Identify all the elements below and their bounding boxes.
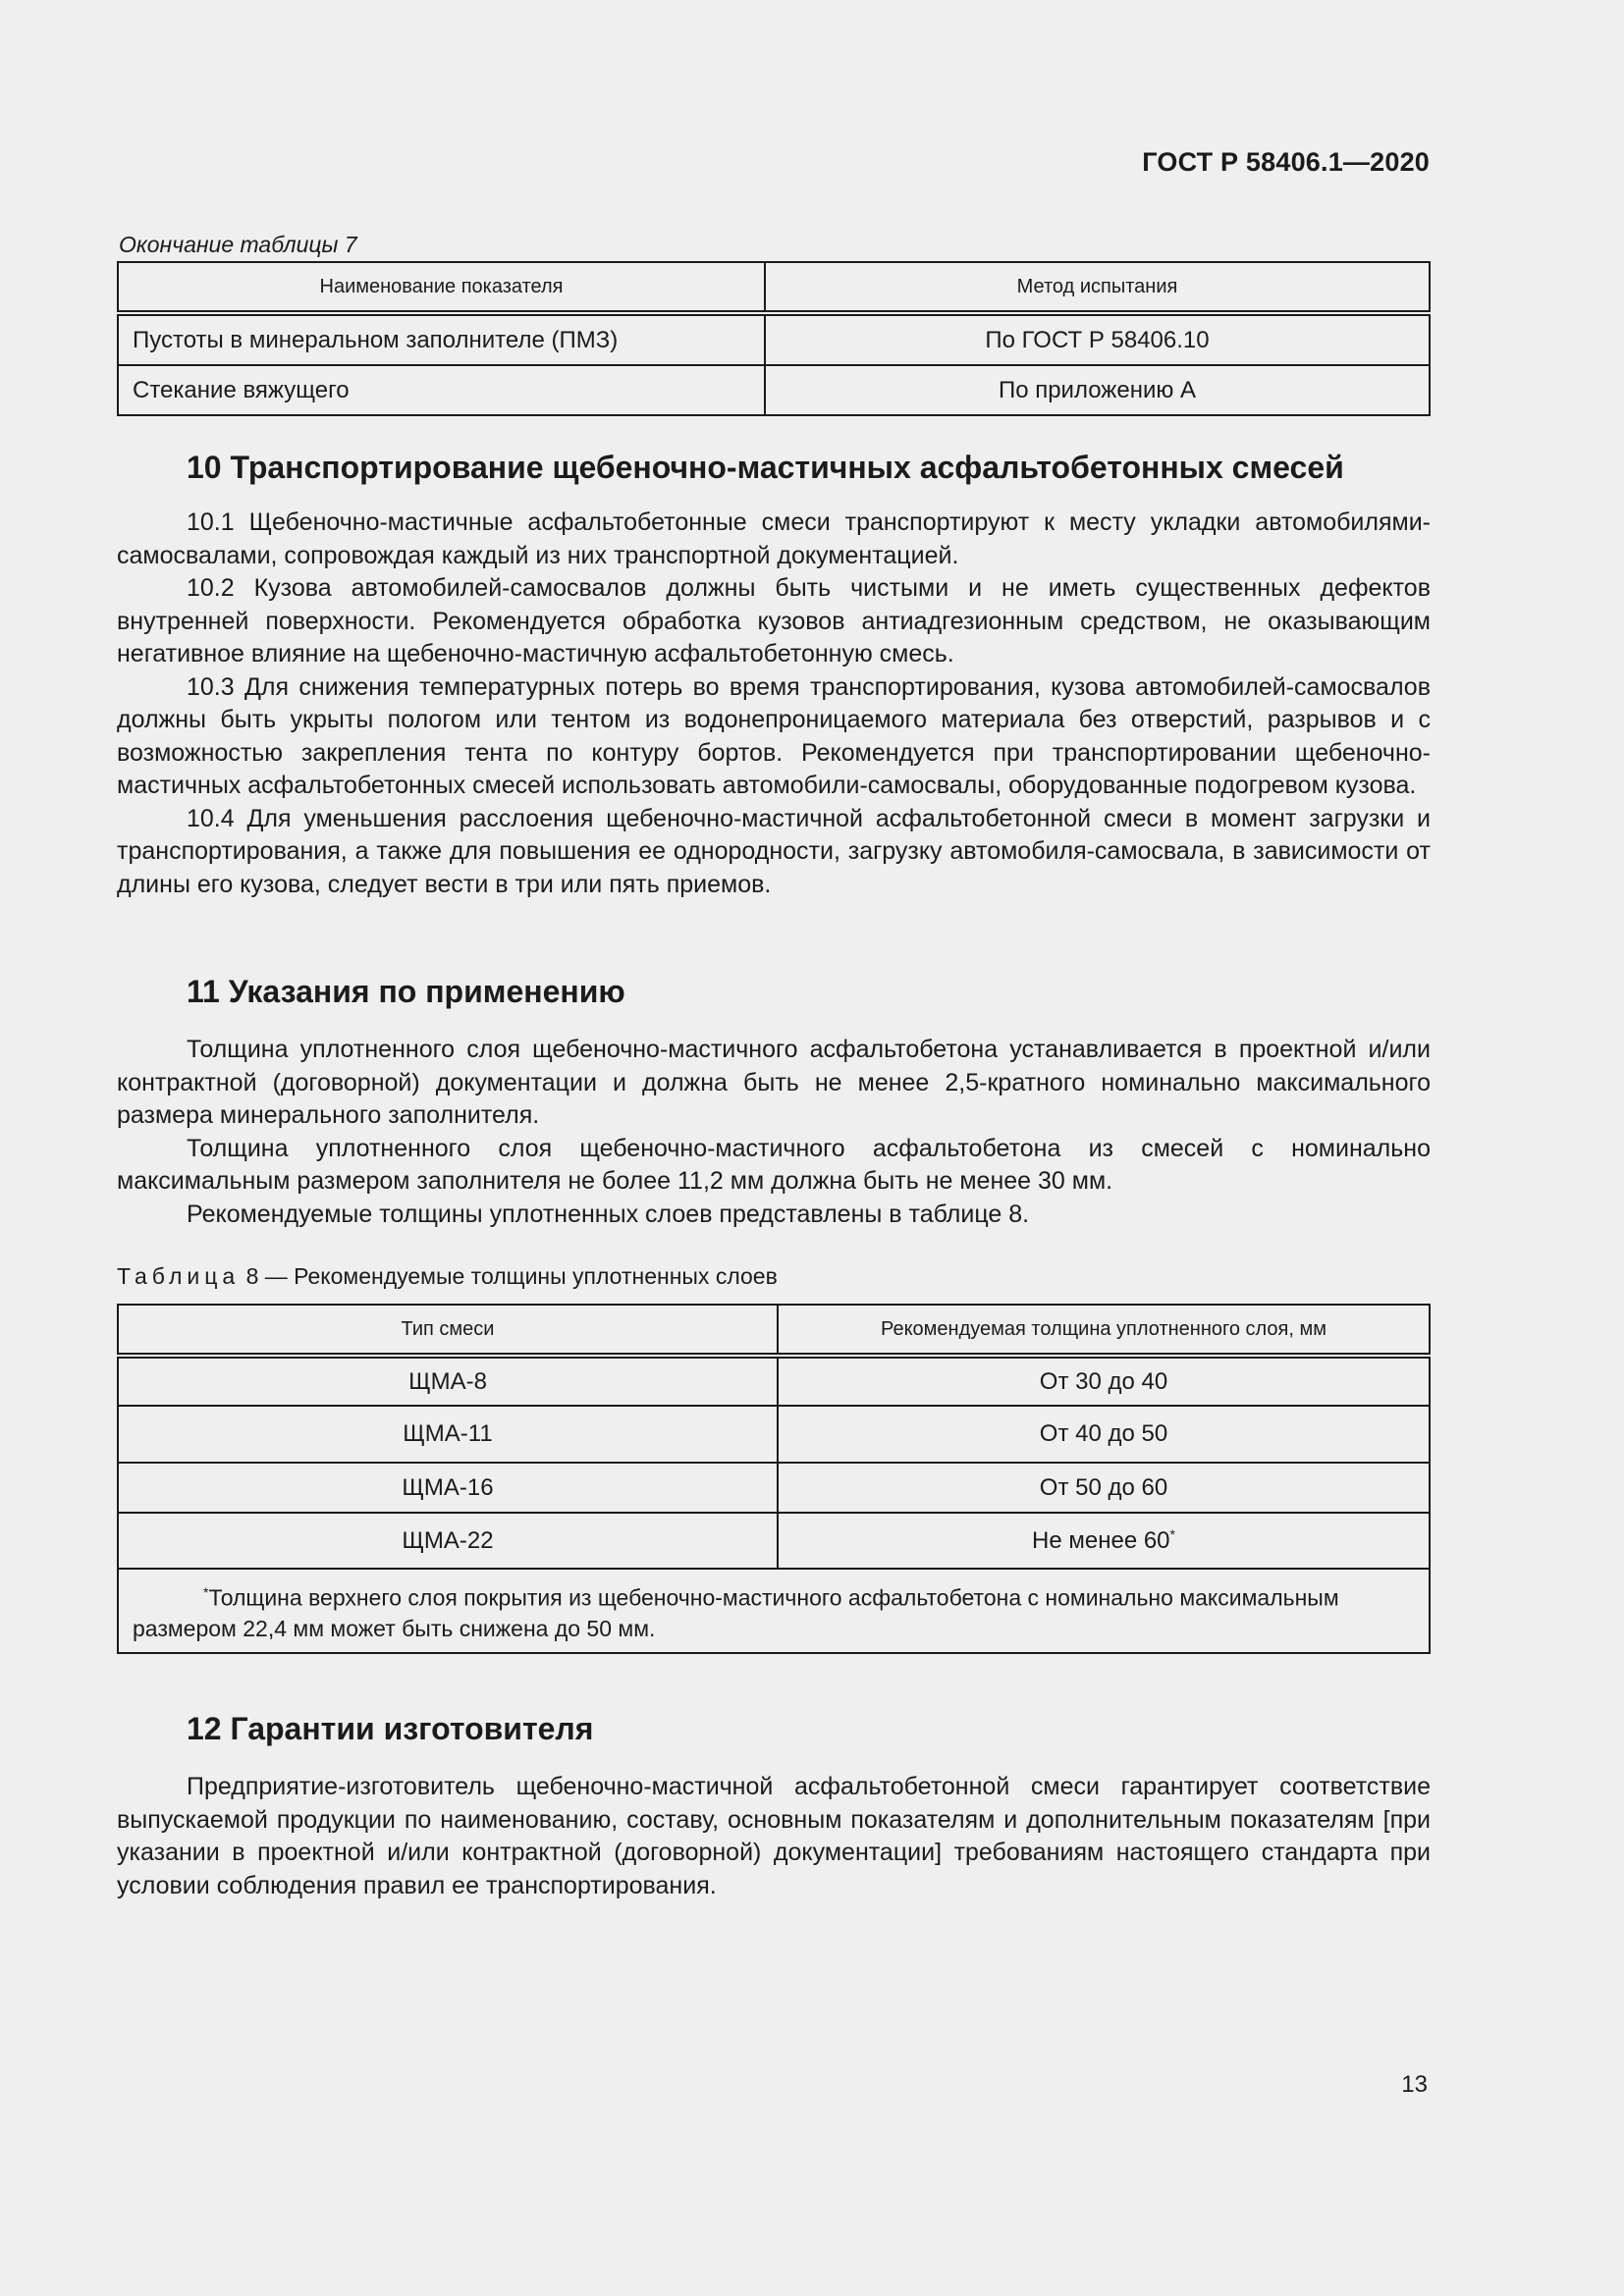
section-11-body	[117, 1034, 1431, 1231]
table-header-cell: Тип смеси	[118, 1305, 778, 1356]
table8-caption-label: Таблица	[117, 1263, 241, 1289]
table-header-row	[118, 262, 1430, 313]
document-standard-number: ГОСТ Р 58406.1—2020	[1142, 147, 1430, 177]
paragraph: Толщина уплотненного слоя щебеночно-мастичного асфальтобетона из смесей с номинально максимальным размером заполнителя не более 11,2 мм должна быть не менее 30 мм.	[117, 1134, 1431, 1195]
table-row	[118, 1406, 1430, 1463]
paragraph: 10.3 Для снижения температурных потерь во время транспортирования, кузова автомобилей-самосвалов должны быть укрыты пологом или тентом из водонепроницаемого материала без отверстий, разрывов и с возможностью закрепления тента по контуру бортов. Рекомендуется при транспортировании щебеночно-мастичных асфальтобетонных смесей использовать автомобили-самосвалы, оборудованные подогревом кузова.	[117, 672, 1431, 799]
table-header-cell: Рекомендуемая толщина уплотненного слоя, мм	[778, 1305, 1430, 1356]
table-cell: ЩМА-11	[118, 1406, 778, 1463]
paragraph: 10.1 Щебеночно-мастичные асфальтобетонные смеси транспортируют к месту укладки автомобилями-самосвалами, сопровождая каждый из них транспортной документацией.	[117, 508, 1431, 569]
table-cell: От 50 до 60	[778, 1463, 1430, 1513]
cell-value: Не менее 60	[1032, 1527, 1170, 1554]
table-cell	[778, 1513, 1430, 1569]
section-12-body	[117, 1771, 1431, 1902]
section-11-heading: 11 Указания по применению	[187, 974, 625, 1009]
page-number: 13	[1401, 2071, 1428, 2098]
table-cell: Пустоты в минеральном заполнителе (ПМЗ)	[118, 313, 765, 365]
section-10-body	[117, 507, 1431, 901]
table-footnote-row	[118, 1569, 1430, 1653]
table-cell: ЩМА-8	[118, 1356, 778, 1406]
table-row	[118, 313, 1430, 365]
table-row	[118, 1356, 1430, 1406]
footnote-marker: *	[203, 1584, 209, 1600]
section-12-heading: 12 Гарантии изготовителя	[187, 1711, 594, 1746]
table-cell: Стекание вяжущего	[118, 365, 765, 415]
table-cell: ЩМА-16	[118, 1463, 778, 1513]
table-header-row	[118, 1305, 1430, 1356]
table-cell: От 40 до 50	[778, 1406, 1430, 1463]
table-row	[118, 1463, 1430, 1513]
table-header-cell: Метод испытания	[765, 262, 1430, 313]
table8-caption-text: 8 — Рекомендуемые толщины уплотненных слоев	[240, 1263, 778, 1289]
paragraph: Толщина уплотненного слоя щебеночно-мастичного асфальтобетона устанавливается в проектной и/или контрактной (договорной) документации и должна быть не менее 2,5-кратного номинально максимального размера минерального заполнителя.	[117, 1036, 1431, 1129]
table7-caption: Окончание таблицы 7	[119, 232, 357, 257]
table-header-cell: Наименование показателя	[118, 262, 765, 313]
table-cell: ЩМА-22	[118, 1513, 778, 1569]
paragraph: 10.4 Для уменьшения расслоения щебеночно-мастичной асфальтобетонной смеси в момент загрузки и транспортирования, а также для повышения ее однородности, загрузку автомобиля-самосвала, в зависимости от длины его кузова, следует вести в три или пять приемов.	[117, 804, 1431, 898]
footnote-text: Толщина верхнего слоя покрытия из щебеночно-мастичного асфальтобетона с номинально максимальным размером 22,4 мм может быть снижена до 50 мм.	[133, 1584, 1339, 1641]
table-7	[117, 261, 1431, 416]
table-cell: От 30 до 40	[778, 1356, 1430, 1406]
paragraph: Рекомендуемые толщины уплотненных слоев представлены в таблице 8.	[187, 1200, 1030, 1228]
table-row	[118, 1513, 1430, 1569]
table-row	[118, 365, 1430, 415]
paragraph: 10.2 Кузова автомобилей-самосвалов должны быть чистыми и не иметь существенных дефектов внутренней поверхности. Рекомендуется обработка кузовов антиадгезионным средством, не оказывающим негативное влияние на щебеночно-мастичную асфальтобетонную смесь.	[117, 574, 1431, 667]
paragraph: Предприятие-изготовитель щебеночно-мастичной асфальтобетонной смеси гарантирует соответствие выпускаемой продукции по наименованию, составу, основным показателям и дополнительным показателям [при указании в проектной и/или контрактной (договорной) документации] требованиям настоящего стандарта при условии соблюдения правил ее транспортирования.	[117, 1773, 1431, 1899]
footnote-marker: *	[1169, 1526, 1175, 1542]
table-footnote	[118, 1569, 1430, 1653]
table-cell: По ГОСТ Р 58406.10	[765, 313, 1430, 365]
table-8	[117, 1304, 1431, 1654]
table-cell: По приложению А	[765, 365, 1430, 415]
table8-caption	[117, 1263, 778, 1290]
section-10-heading: 10 Транспортирование щебеночно-мастичных асфальтобетонных смесей	[187, 450, 1344, 485]
